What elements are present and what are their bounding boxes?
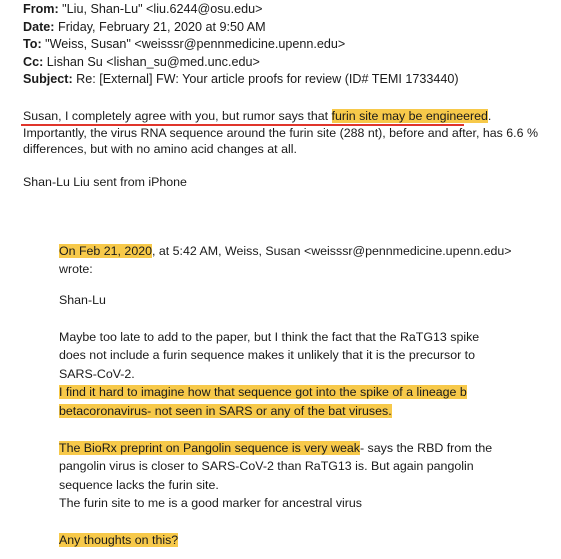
quoted-paragraph-3: [59, 439, 492, 513]
from-row: [23, 1, 459, 19]
highlight-furin-engineered: furin site may be engineered: [331, 109, 488, 123]
highlight-any-thoughts: Any thoughts on this?: [59, 533, 179, 547]
reply-text-2: . Importantly, the virus RNA sequence around the furin site (288 nt), before and after, has 6.6 % differences, but with no amino acid changes at all.: [23, 109, 538, 156]
date-row: [23, 19, 459, 37]
red-underline-annotation: [21, 124, 464, 126]
quoted-paragraph-1: [59, 328, 479, 420]
from-value: "Liu, Shan-Lu" <liu.6244@osu.edu>: [58, 2, 263, 16]
from-label: From:: [23, 2, 59, 16]
cc-label: Cc:: [23, 54, 44, 69]
subject-label: Subject:: [23, 72, 73, 87]
highlight-p2-line-1: I find it hard to imagine how that sequence got into the spike of a lineage b: [59, 385, 467, 400]
to-value: "Weiss, Susan" <weisssr@pennmedicine.upenn.edu>: [41, 37, 346, 52]
quoted-intro-rest: , at 5:42 AM, Weiss, Susan <weisssr@pennmedicine.upenn.edu>: [152, 244, 512, 258]
subject-value: Re: [External] FW: Your article proofs for review (ID# TEMI 1733440): [72, 72, 459, 87]
quoted-p2-line-1: [59, 383, 479, 401]
highlight-p2-line-2: betacoronavirus- not seen in SARS or any of the bat viruses.: [59, 403, 392, 418]
quoted-paragraph-4: [59, 531, 178, 549]
quoted-wrote: wrote:: [59, 262, 93, 277]
reply-signature: Shan-Lu Liu sent from iPhone: [23, 175, 187, 189]
quoted-p2-line-2: [59, 402, 479, 420]
quoted-p3-line-4: The furin site to me is a good marker for ancestral virus: [59, 496, 363, 511]
quoted-p3-line-2: pangolin virus is closer to SARS-CoV-2 than RaTG13 is. But again pangolin: [59, 459, 474, 474]
reply-message: [23, 108, 548, 158]
subject-row: [23, 71, 459, 89]
email-header: [23, 1, 459, 89]
quoted-intro: [59, 242, 512, 279]
quoted-greeting: Shan-Lu: [59, 293, 106, 307]
date-value: Friday, February 21, 2020 at 9:50 AM: [54, 19, 266, 34]
quoted-p3-line-1-rest: - says the RBD from the: [359, 441, 493, 455]
quoted-p1-line-3: SARS-CoV-2.: [59, 366, 135, 381]
date-label: Date:: [23, 19, 55, 34]
quoted-p1-line-1: Maybe too late to add to the paper, but I think the fact that the RaTG13 spike: [59, 330, 480, 344]
to-label: To:: [23, 37, 42, 52]
reply-text-1: Susan, I completely agree with you, but rumor says that: [23, 109, 332, 123]
quoted-p3-line-1: [59, 439, 492, 457]
quoted-p1-line-2: does not include a furin sequence makes it unlikely that it is the precursor to: [59, 348, 475, 363]
quoted-p3-line-3: sequence lacks the furin site.: [59, 477, 219, 492]
highlight-date: On Feb 21, 2020: [59, 244, 152, 258]
to-row: [23, 36, 459, 54]
cc-value: Lishan Su <lishan_su@med.unc.edu>: [43, 54, 260, 69]
highlight-biorx-weak: The BioRx preprint on Pangolin sequence is very weak: [59, 441, 360, 455]
quoted-intro-line: [59, 242, 512, 260]
cc-row: [23, 54, 459, 72]
